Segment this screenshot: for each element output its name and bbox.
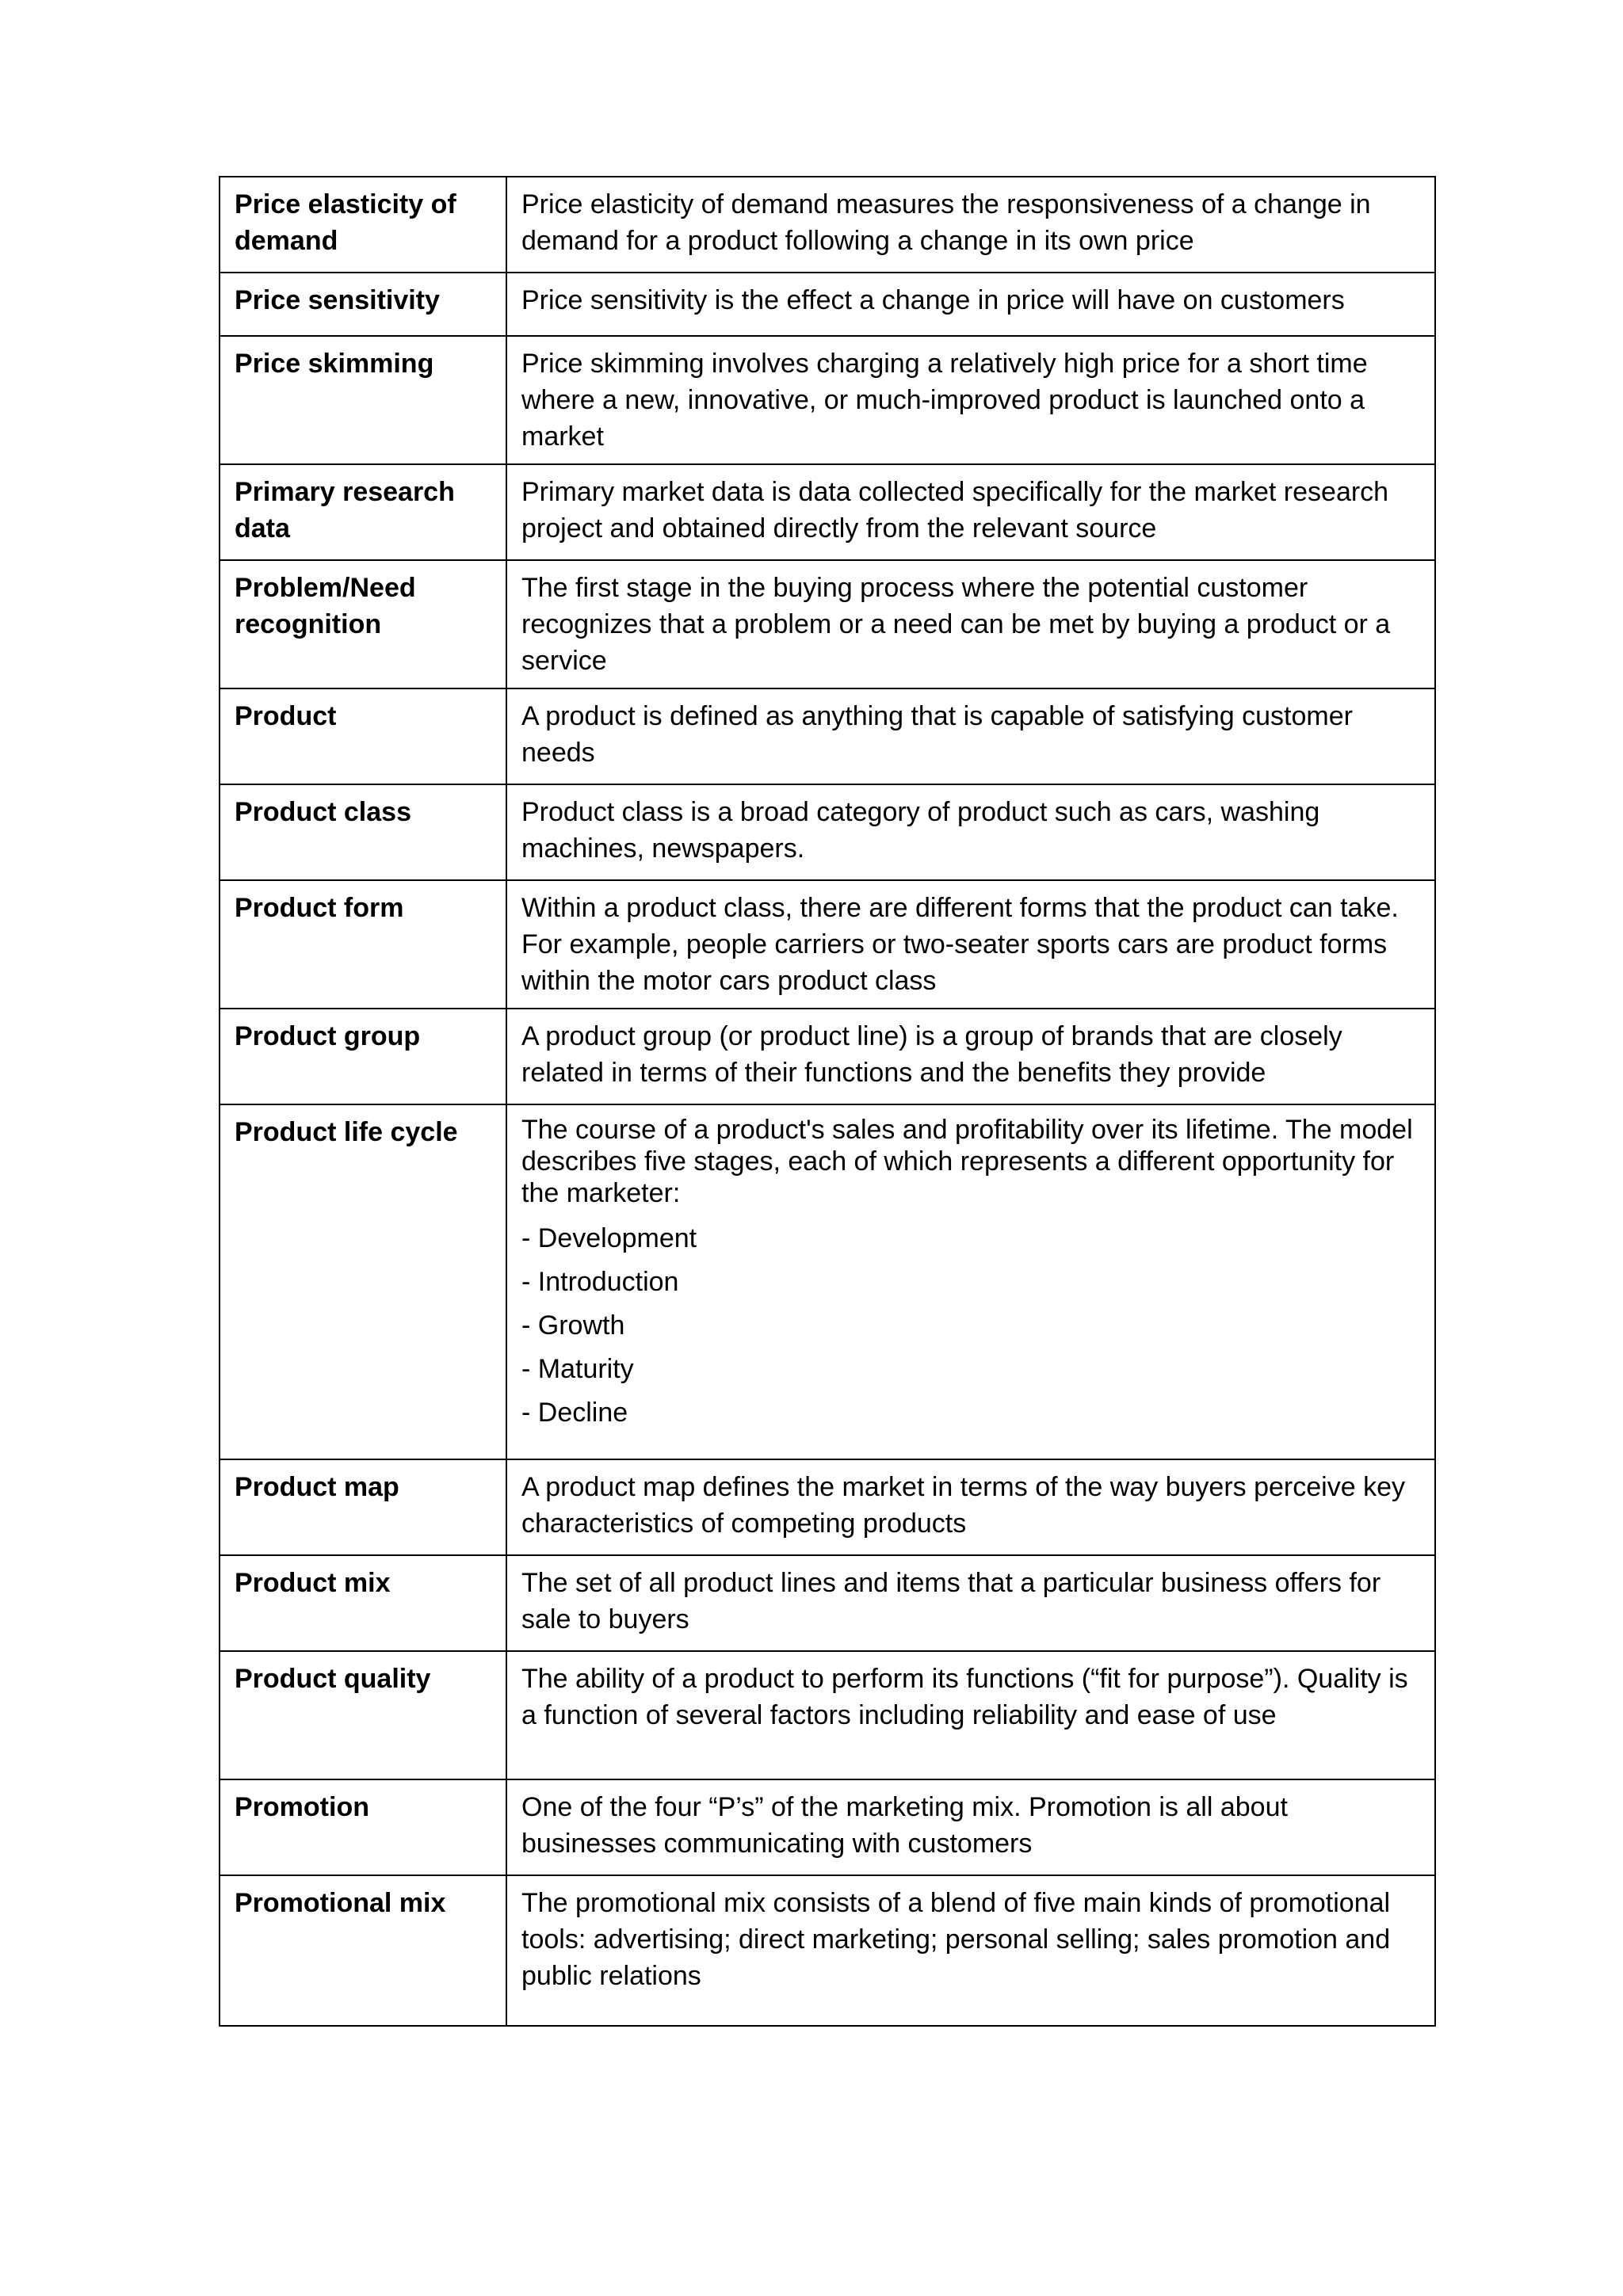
- term-cell: Product quality: [220, 1651, 506, 1779]
- term-cell: Product mix: [220, 1555, 506, 1651]
- list-item: - Decline: [521, 1398, 628, 1428]
- table-row: [220, 177, 1435, 273]
- term-cell: Product map: [220, 1459, 506, 1555]
- stage-list: [521, 1217, 1420, 1435]
- term-cell: Product class: [220, 784, 506, 880]
- term-cell: Product: [220, 688, 506, 784]
- definition-intro: The course of a product's sales and profitability over its lifetime. The model describes five stages, each of which represents a different opportunity for the marketer:: [521, 1115, 1413, 1208]
- table-row: [220, 688, 1435, 784]
- definition-cell: Product class is a broad category of product such as cars, washing machines, newspapers.: [506, 784, 1435, 880]
- term-cell: Primary research data: [220, 464, 506, 560]
- definition-cell: Price skimming involves charging a relatively high price for a short time where a new, innovative, or much-improved product is launched onto a market: [506, 336, 1435, 464]
- table-row: [220, 560, 1435, 688]
- definition-cell: Within a product class, there are different forms that the product can take. For example, people carriers or two-seater sports cars are product forms within the motor cars product class: [506, 880, 1435, 1009]
- term-cell: Problem/Need recognition: [220, 560, 506, 688]
- glossary-table: [219, 176, 1436, 2027]
- term-cell: Price skimming: [220, 336, 506, 464]
- term-cell: Promotion: [220, 1779, 506, 1875]
- table-row: [220, 1459, 1435, 1555]
- definition-cell: The set of all product lines and items that a particular business offers for sale to buyers: [506, 1555, 1435, 1651]
- definition-cell: [506, 1104, 1435, 1459]
- table-row: [220, 464, 1435, 560]
- definition-cell: Price sensitivity is the effect a change in price will have on customers: [506, 273, 1435, 336]
- definition-cell: Primary market data is data collected specifically for the market research project and obtained directly from the relevant source: [506, 464, 1435, 560]
- term-cell: Promotional mix: [220, 1875, 506, 2026]
- definition-cell: The promotional mix consists of a blend of five main kinds of promotional tools: advertising; direct marketing; personal selling; sales promotion and public relations: [506, 1875, 1435, 2026]
- table-row: [220, 1779, 1435, 1875]
- definition-cell: A product is defined as anything that is capable of satisfying customer needs: [506, 688, 1435, 784]
- definition-cell: Price elasticity of demand measures the responsiveness of a change in demand for a product following a change in its own price: [506, 177, 1435, 273]
- table-row: [220, 1875, 1435, 2026]
- term-cell: Product form: [220, 880, 506, 1009]
- definition-cell: A product group (or product line) is a group of brands that are closely related in terms of their functions and the benefits they provide: [506, 1009, 1435, 1104]
- term-cell: Price elasticity of demand: [220, 177, 506, 273]
- table-row: [220, 784, 1435, 880]
- definition-cell: The first stage in the buying process where the potential customer recognizes that a problem or a need can be met by buying a product or a service: [506, 560, 1435, 688]
- table-row: [220, 1555, 1435, 1651]
- table-row: [220, 1009, 1435, 1104]
- term-cell: Price sensitivity: [220, 273, 506, 336]
- table-row: [220, 880, 1435, 1009]
- term-cell: Product life cycle: [220, 1104, 506, 1459]
- list-item: - Introduction: [521, 1267, 679, 1297]
- list-item: - Development: [521, 1223, 697, 1253]
- list-item: - Maturity: [521, 1354, 634, 1384]
- list-item: - Growth: [521, 1310, 625, 1341]
- table-row: [220, 1104, 1435, 1459]
- definition-cell: A product map defines the market in terms of the way buyers perceive key characteristics of competing products: [506, 1459, 1435, 1555]
- definition-cell: One of the four “P’s” of the marketing mix. Promotion is all about businesses communicating with customers: [506, 1779, 1435, 1875]
- term-cell: Product group: [220, 1009, 506, 1104]
- definition-cell: The ability of a product to perform its functions (“fit for purpose”). Quality is a function of several factors including reliability and ease of use: [506, 1651, 1435, 1779]
- table-row: [220, 336, 1435, 464]
- table-row: [220, 273, 1435, 336]
- table-row: [220, 1651, 1435, 1779]
